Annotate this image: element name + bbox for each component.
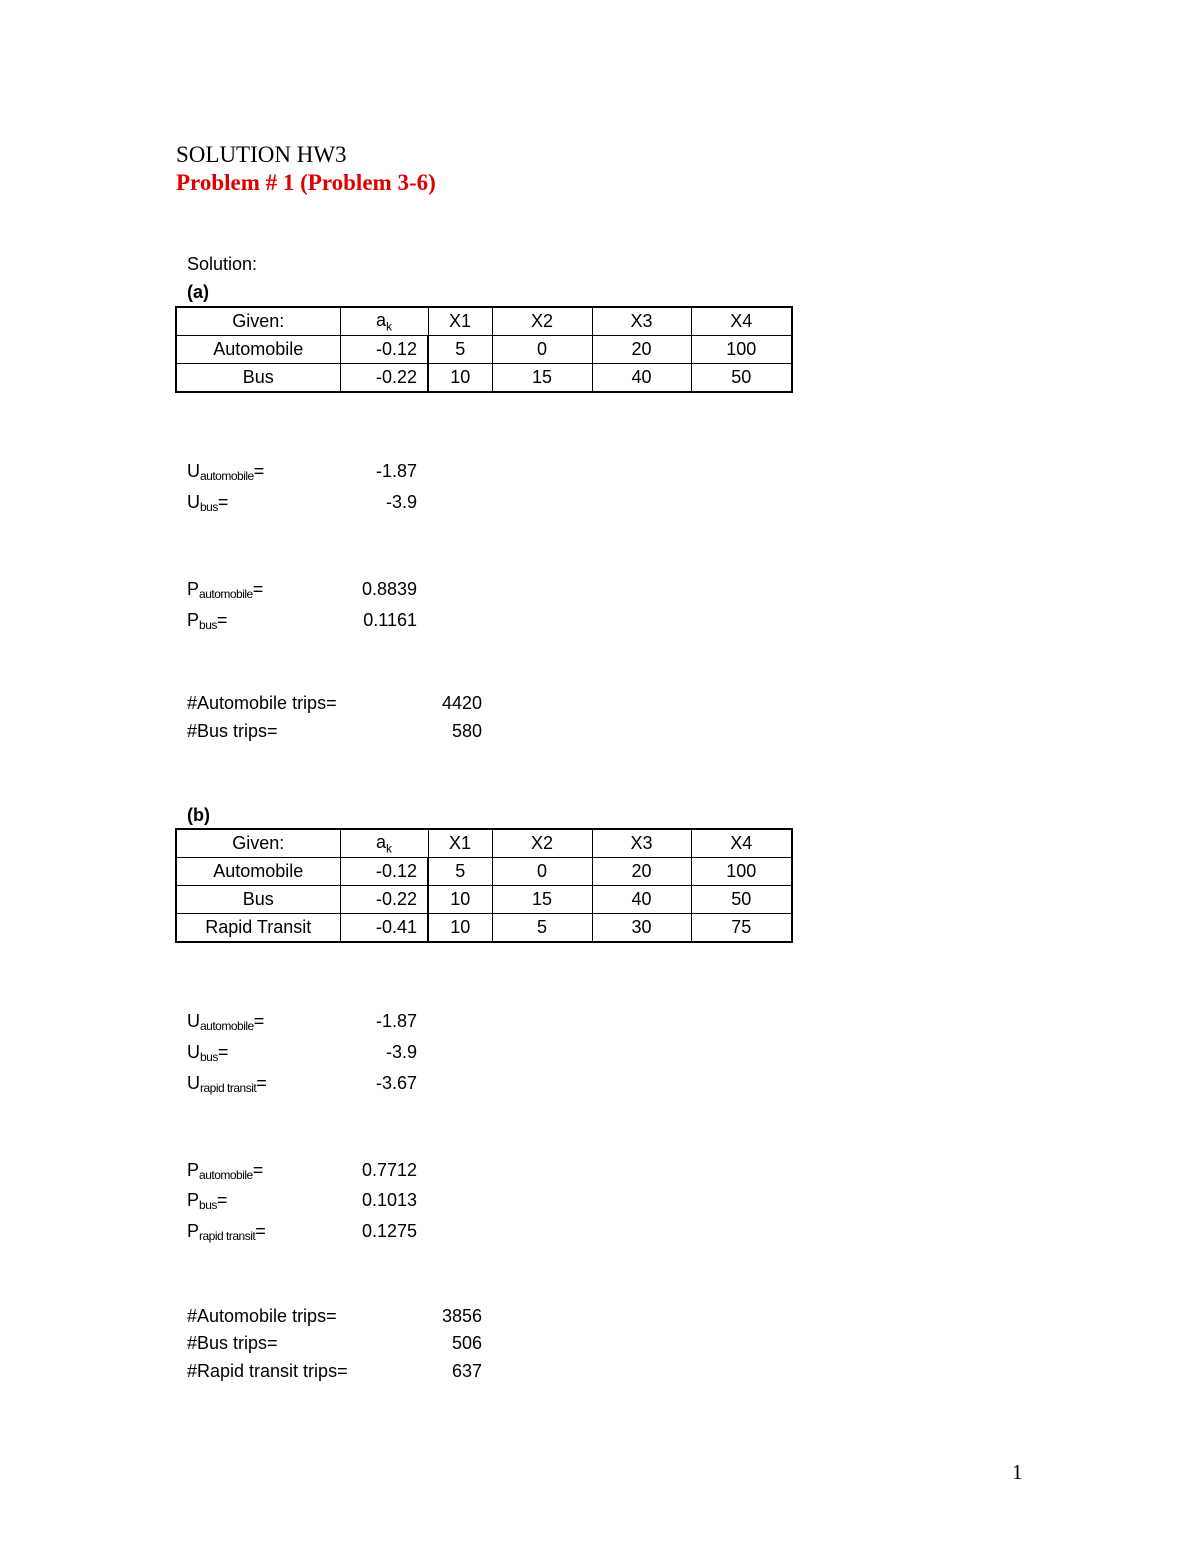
table-cell: 15 bbox=[492, 364, 592, 393]
table-cell: 100 bbox=[691, 858, 792, 886]
table-row bbox=[176, 886, 792, 914]
table-header-row bbox=[176, 829, 792, 858]
table-cell: 30 bbox=[592, 914, 691, 943]
part-b-label: (b) bbox=[187, 805, 210, 825]
header-cell: X4 bbox=[691, 307, 792, 336]
trips-label: #Automobile trips= bbox=[187, 1306, 337, 1326]
part-a-table bbox=[175, 306, 793, 393]
trips-value: 580 bbox=[451, 721, 482, 741]
solution-label: Solution: bbox=[187, 254, 258, 274]
table-cell: 100 bbox=[691, 336, 792, 364]
part-b-table bbox=[175, 828, 793, 943]
part-a-label: (a) bbox=[187, 282, 209, 302]
utility-label: $U_{automobile}=$ bbox=[187, 1011, 265, 1033]
probability-label: $P_{automobile}=$ bbox=[187, 579, 264, 601]
row-label-cell: Rapid Transit bbox=[176, 914, 340, 943]
utility-value: -1.87 bbox=[375, 1011, 417, 1031]
header-cell: X2 bbox=[492, 307, 592, 336]
probability-value: 0.1013 bbox=[361, 1190, 417, 1210]
header-cell-ak: $a_k$ bbox=[340, 307, 428, 336]
table-cell: 50 bbox=[691, 364, 792, 393]
utility-label: $U_{rapid transit}=$ bbox=[187, 1073, 267, 1095]
probability-label: $P_{bus}=$ bbox=[187, 1190, 228, 1212]
table-cell: 50 bbox=[691, 886, 792, 914]
table-header-row bbox=[176, 307, 792, 336]
table-row bbox=[176, 336, 792, 364]
header-cell: X1 bbox=[428, 307, 492, 336]
header-cell: Given: bbox=[176, 829, 340, 858]
header-cell: X2 bbox=[492, 829, 592, 858]
header-cell: X3 bbox=[592, 307, 691, 336]
table-cell: 15 bbox=[492, 886, 592, 914]
probability-label: $P_{bus}=$ bbox=[187, 610, 228, 632]
table-cell: 10 bbox=[428, 364, 492, 393]
trips-label: #Rapid transit trips= bbox=[187, 1361, 348, 1381]
header-cell: X4 bbox=[691, 829, 792, 858]
header-cell: X3 bbox=[592, 829, 691, 858]
utility-label: $U_{bus}=$ bbox=[187, 492, 229, 514]
trips-label: #Bus trips= bbox=[187, 1333, 278, 1353]
probability-label: $P_{automobile}=$ bbox=[187, 1160, 264, 1182]
document-title: SOLUTION HW3 bbox=[176, 142, 347, 167]
trips-label: #Bus trips= bbox=[187, 721, 278, 741]
table-cell: 5 bbox=[428, 336, 492, 364]
trips-value: 3856 bbox=[441, 1306, 482, 1326]
utility-label: $U_{bus}=$ bbox=[187, 1042, 229, 1064]
row-label-cell: Automobile bbox=[176, 336, 340, 364]
probability-value: 0.7712 bbox=[361, 1160, 417, 1180]
trips-label: #Automobile trips= bbox=[187, 693, 337, 713]
ak-cell: -0.12 bbox=[340, 336, 428, 364]
trips-value: 506 bbox=[451, 1333, 482, 1353]
table-cell: 20 bbox=[592, 336, 691, 364]
table-cell: 75 bbox=[691, 914, 792, 943]
problem-heading: Problem # 1 (Problem 3-6) bbox=[176, 170, 436, 195]
table-cell: 40 bbox=[592, 364, 691, 393]
table-cell: 40 bbox=[592, 886, 691, 914]
page-number: 1 bbox=[1012, 1460, 1023, 1484]
probability-value: 0.1275 bbox=[361, 1221, 417, 1241]
utility-value: -1.87 bbox=[375, 461, 417, 481]
table-cell: 0 bbox=[492, 858, 592, 886]
table-row bbox=[176, 914, 792, 943]
table-cell: 20 bbox=[592, 858, 691, 886]
ak-cell: -0.12 bbox=[340, 858, 428, 886]
probability-value: 0.1161 bbox=[363, 610, 417, 630]
table-cell: 10 bbox=[428, 914, 492, 943]
ak-cell: -0.22 bbox=[340, 364, 428, 393]
trips-value: 637 bbox=[451, 1361, 482, 1381]
table-cell: 5 bbox=[428, 858, 492, 886]
header-cell: X1 bbox=[428, 829, 492, 858]
utility-value: -3.9 bbox=[385, 492, 417, 512]
trips-value: 4420 bbox=[441, 693, 482, 713]
table-row bbox=[176, 364, 792, 393]
ak-cell: -0.22 bbox=[340, 886, 428, 914]
utility-value: -3.9 bbox=[385, 1042, 417, 1062]
table-cell: 5 bbox=[492, 914, 592, 943]
utility-value: -3.67 bbox=[375, 1073, 417, 1093]
row-label-cell: Automobile bbox=[176, 858, 340, 886]
table-cell: 0 bbox=[492, 336, 592, 364]
utility-label: $U_{automobile}=$ bbox=[187, 461, 265, 483]
row-label-cell: Bus bbox=[176, 364, 340, 393]
table-row bbox=[176, 858, 792, 886]
probability-value: 0.8839 bbox=[361, 579, 417, 599]
ak-cell: -0.41 bbox=[340, 914, 428, 943]
header-cell: Given: bbox=[176, 307, 340, 336]
row-label-cell: Bus bbox=[176, 886, 340, 914]
probability-label: $P_{rapid transit}=$ bbox=[187, 1221, 266, 1243]
header-cell-ak: $a_k$ bbox=[340, 829, 428, 858]
table-cell: 10 bbox=[428, 886, 492, 914]
